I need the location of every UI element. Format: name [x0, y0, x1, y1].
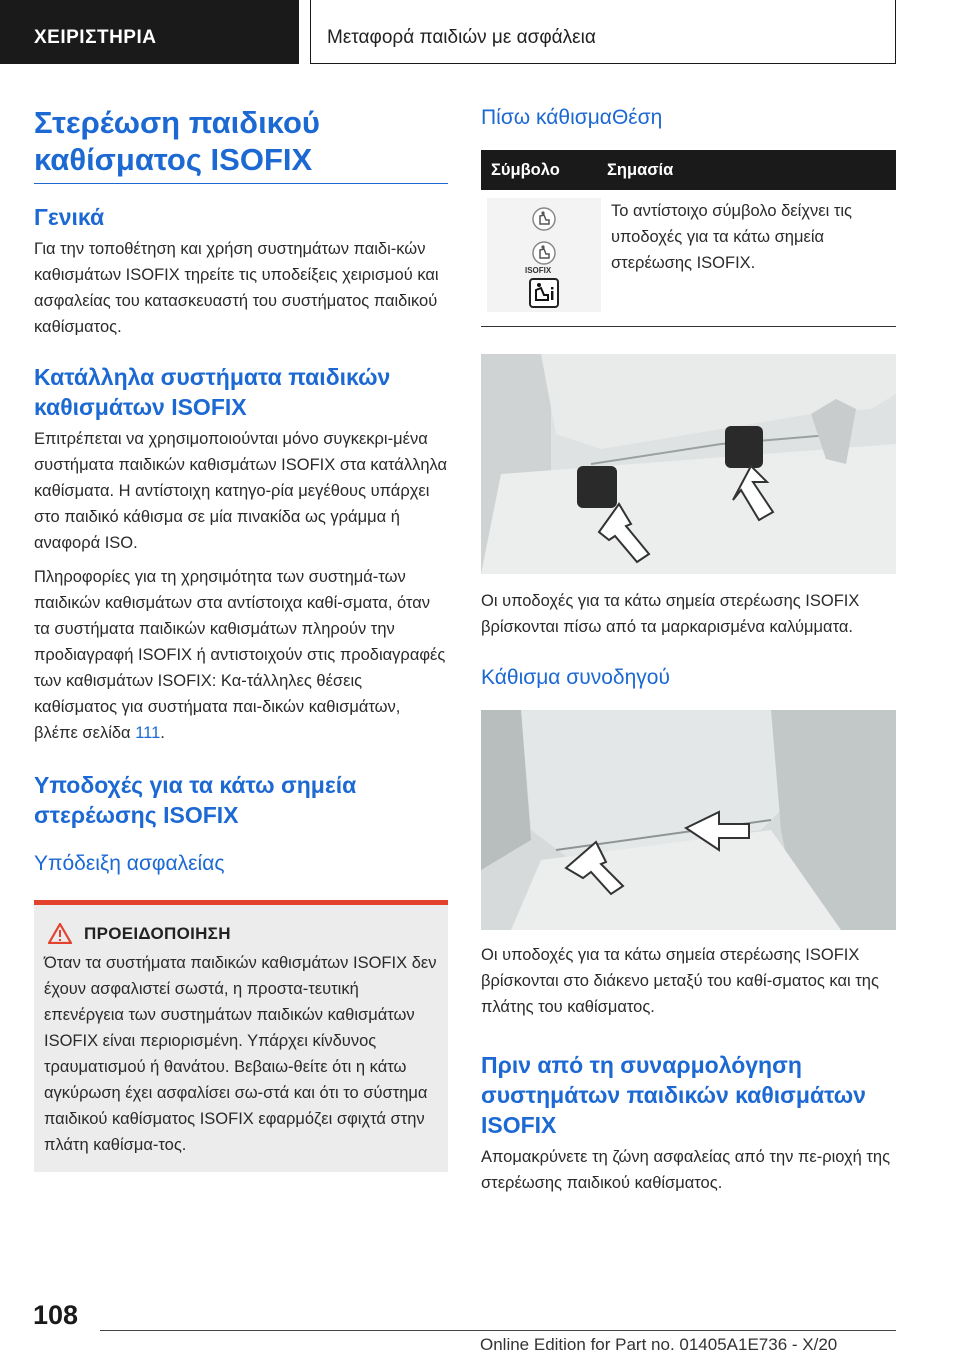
right-column: [481, 104, 896, 1196]
column-symbol: Σύμβολο: [491, 160, 560, 179]
rear-seat-illustration: [481, 354, 896, 574]
column-meaning: Σημασία: [607, 160, 674, 179]
safety-heading: Υπόδειξη ασφαλείας: [34, 852, 225, 875]
title-divider: [34, 183, 448, 184]
left-column: [34, 104, 448, 1172]
symbol-table: [481, 150, 896, 327]
mounts-heading: Υποδοχές για τα κάτω σημεία στερέωσης ISOFIX: [34, 772, 357, 828]
usability-text-end: .: [160, 724, 165, 742]
passenger-seat-caption: Οι υποδοχές για τα κάτω σημεία στερέωσης ISOFIX βρίσκονται στο διάκενο μεταξύ του καθί-σματος και της πλάτης του καθίσματος.: [481, 946, 879, 1016]
isofix-child-seat-icon: [531, 206, 557, 232]
suitable-systems-heading: Κατάλληλα συστήματα παιδικών καθισμάτων ISOFIX: [34, 364, 391, 420]
before-mounting-heading: Πριν από τη συναρμολόγηση συστημάτων παιδικών καθισμάτων ISOFIX: [481, 1052, 866, 1138]
page-link[interactable]: 111: [135, 724, 161, 742]
usability-text: [34, 564, 448, 746]
general-heading: Γενικά: [34, 204, 105, 230]
rear-seat-heading: Πίσω κάθισμαΘέση: [481, 106, 663, 129]
rear-seat-photo: [481, 354, 896, 574]
symbol-meaning-text: Το αντίστοιχο σύμβολο δείχνει τις υποδοχές για τα κάτω σημεία στερέωσης ISOFIX.: [611, 202, 852, 272]
warning-triangle-icon: [48, 923, 72, 944]
section-tab: ΧΕΙΡΙΣΤΗΡΙΑ: [0, 0, 299, 64]
passenger-seat-heading: Κάθισμα συνοδηγού: [481, 666, 670, 689]
general-text: Για την τοποθέτηση και χρήση συστημάτων παιδι-κών καθισμάτων ISOFIX τηρείτε τις υποδείξεις χειρισμού και ασφαλείας του κατασκευαστή του συστήματος παιδικού καθίσματος.: [34, 240, 439, 336]
before-mounting-text: Απομακρύνετε τη ζώνη ασφαλείας από την πε-ριοχή της στερέωσης παιδικού καθίσματος.: [481, 1148, 891, 1192]
warning-box: [34, 900, 448, 1172]
page-title: Στερέωση παιδικού καθίσματος ISOFIX: [34, 105, 320, 177]
warning-title: ΠΡΟΕΙΔΟΠΟΙΗΣΗ: [84, 923, 231, 943]
rear-seat-caption: Οι υποδοχές για τα κάτω σημεία στερέωσης ISOFIX βρίσκονται πίσω από τα μαρκαρισμένα καλύμματα.: [481, 592, 860, 636]
chapter-title: Μεταφορά παιδιών με ασφάλεια: [310, 0, 896, 64]
page-number: 108: [33, 1300, 79, 1330]
isofix-label: ISOFIX: [525, 266, 552, 275]
isofix-badge-icon: [531, 240, 557, 266]
usability-text-body: Πληροφορίες για τη χρησιμότητα των συστημά-των παιδικών καθισμάτων στα αντίστοιχα καθί-σματα, όταν τα συστήματα παιδικών καθισμάτων πληρούν την προδιαγραφή ISOFIX ή αντιστοιχούν στις προδιαγραφές των καθισμάτων ISOFIX: Κα-τάλληλες θέσεις καθίσματος για συστήματα παι-δικών καθισμάτων, βλέπε σελίδα: [34, 568, 446, 742]
suitable-systems-text: Επιτρέπεται να χρησιμοποιούνται μόνο συγκεκρι-μένα συστήματα παιδικών καθισμάτων ISOFIX στα κατάλληλα καθίσματα. Η αντίστοιχη κατηγο-ρία μεγέθους υπάρχει στο παιδικό κάθισμα σε μία πινακίδα ως γράμμα ή αναφορά ISO.: [34, 430, 448, 552]
footer-divider: [100, 1330, 896, 1331]
edition-text: Online Edition for Part no. 01405A1E736 - X/20: [480, 1335, 838, 1354]
passenger-seat-photo: [481, 710, 896, 930]
isofix-symbol-box: [487, 198, 601, 312]
warning-header: [44, 923, 438, 944]
table-header: [481, 150, 896, 190]
warning-text: Όταν τα συστήματα παιδικών καθισμάτων ISOFIX δεν έχουν ασφαλιστεί σωστά, η προστα-τευτική επενέργεια των συστημάτων παιδικών καθισμάτων ISOFIX είναι περιορισμένη. Υπάρχει κίνδυνος τραυματισμού ή θανάτου. Βεβαιω-θείτε ότι η κάτω αγκύρωση έχει ασφαλίσει σω-στά και ότι το σύστημα παιδικού καθίσματος ISOFIX εφαρμόζει σφιχτά στην πλάτη καθίσμα-τος.: [44, 954, 437, 1154]
isofix-info-icon: [529, 278, 559, 308]
table-row: [481, 190, 896, 327]
passenger-seat-illustration: [481, 710, 896, 930]
